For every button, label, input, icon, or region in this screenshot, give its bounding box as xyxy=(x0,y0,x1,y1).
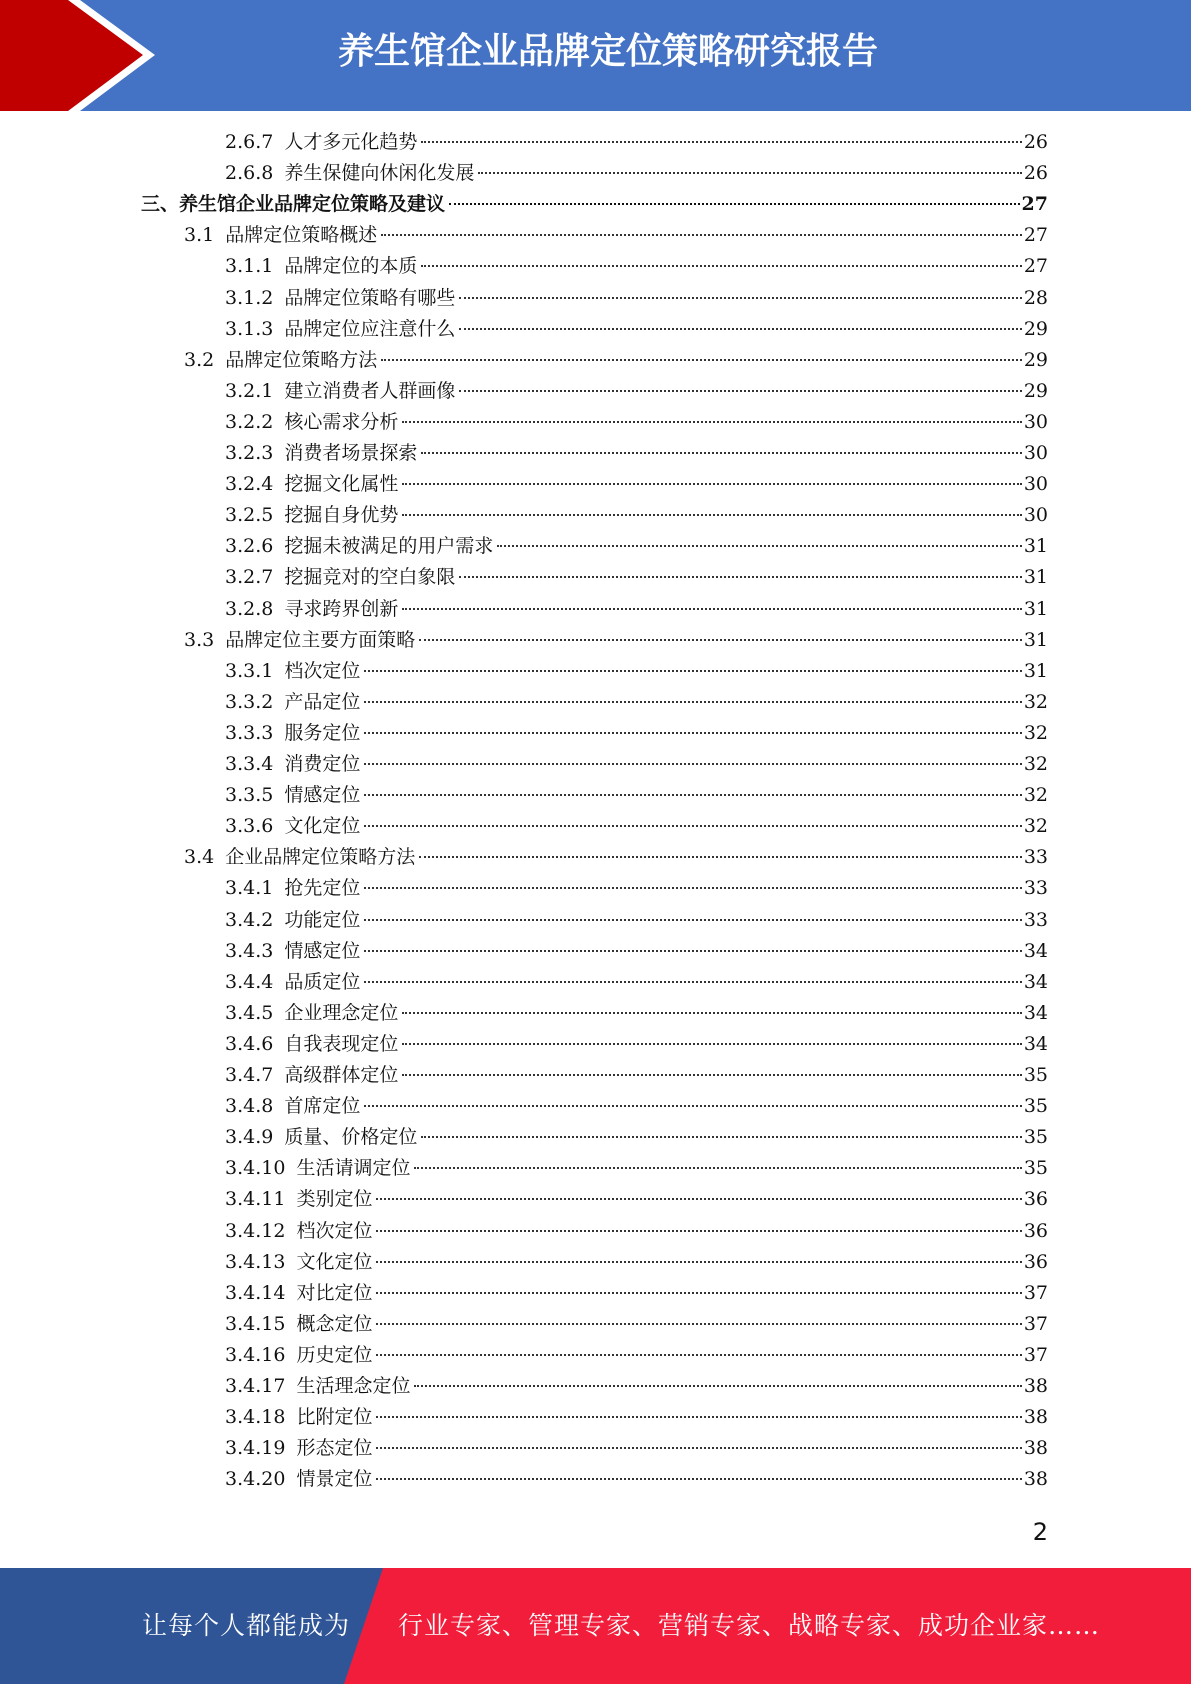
toc-dot-leader xyxy=(376,1322,1021,1325)
toc-entry-number: 3.1 xyxy=(184,224,215,247)
toc-entry-label: 挖掘未被满足的用户需求 xyxy=(284,535,494,558)
page-footer xyxy=(0,1568,1191,1684)
toc-entry-number: 3.4 xyxy=(184,846,215,869)
toc-entry[interactable] xyxy=(225,1309,1048,1340)
toc-dot-leader xyxy=(364,886,1021,889)
toc-entry-page: 29 xyxy=(1023,348,1048,371)
toc-dot-leader xyxy=(459,389,1021,392)
toc-entry-page: 29 xyxy=(1023,379,1048,402)
toc-entry-label: 首席定位 xyxy=(284,1095,361,1118)
toc-entry-label: 功能定位 xyxy=(284,908,361,931)
toc-entry[interactable] xyxy=(225,967,1048,998)
toc-entry-page: 30 xyxy=(1023,442,1048,464)
toc-dot-leader xyxy=(376,1197,1021,1200)
toc-entry-page: 34 xyxy=(1023,1001,1048,1024)
toc-entry-label: 品牌定位策略有哪些 xyxy=(284,286,456,309)
toc-entry-label: 历史定位 xyxy=(296,1343,373,1366)
toc-entry-number: 3.4.7 xyxy=(225,1064,274,1086)
toc-entry-page: 34 xyxy=(1023,939,1048,962)
toc-entry-label: 抢先定位 xyxy=(284,877,361,900)
toc-dot-leader xyxy=(364,793,1021,796)
toc-entry[interactable] xyxy=(225,1402,1048,1433)
toc-entry[interactable] xyxy=(184,220,1048,251)
toc-dot-leader xyxy=(402,607,1021,610)
toc-dot-leader xyxy=(364,949,1021,952)
toc-entry-number: 3.2.6 xyxy=(225,535,274,558)
toc-entry-page: 36 xyxy=(1023,1250,1048,1273)
toc-entry-page: 37 xyxy=(1023,1281,1048,1304)
toc-entry[interactable] xyxy=(225,376,1048,407)
toc-entry-page: 32 xyxy=(1023,721,1048,744)
toc-entry-page: 32 xyxy=(1023,690,1048,713)
toc-entry[interactable] xyxy=(225,656,1048,687)
toc-entry-number: 3.4.6 xyxy=(225,1032,274,1055)
toc-entry[interactable] xyxy=(225,1029,1048,1060)
toc-entry-label: 消费者场景探索 xyxy=(284,442,418,464)
toc-dot-leader xyxy=(381,358,1022,361)
page-header xyxy=(0,0,1191,111)
toc-entry-number: 3.4.18 xyxy=(225,1406,286,1429)
toc-dot-leader xyxy=(376,1415,1021,1418)
toc-entry-label: 企业理念定位 xyxy=(284,1001,399,1024)
toc-dot-leader xyxy=(381,233,1022,236)
toc-entry[interactable] xyxy=(225,780,1048,811)
toc-entry-page: 31 xyxy=(1023,566,1048,589)
toc-entry-label: 品牌定位策略方法 xyxy=(225,348,378,371)
toc-entry-page: 38 xyxy=(1023,1437,1048,1460)
toc-dot-leader xyxy=(364,918,1021,921)
toc-entry-page: 29 xyxy=(1023,317,1048,340)
toc-dot-leader xyxy=(402,482,1021,485)
toc-entry[interactable] xyxy=(225,936,1048,967)
toc-entry-label: 档次定位 xyxy=(284,659,361,682)
toc-entry[interactable] xyxy=(225,1216,1048,1247)
document-title: 养生馆企业品牌定位策略研究报告 xyxy=(337,31,878,72)
toc-entry-label: 养生馆企业品牌定位策略及建议 xyxy=(179,193,446,216)
toc-entry[interactable] xyxy=(225,1184,1048,1215)
toc-entry[interactable] xyxy=(184,345,1048,376)
toc-entry-number: 3.4.20 xyxy=(225,1468,286,1491)
toc-entry-label: 消费定位 xyxy=(284,753,361,775)
toc-entry-page: 35 xyxy=(1023,1157,1048,1180)
toc-entry-page: 27 xyxy=(1023,255,1048,278)
toc-entry-number: 3.2.7 xyxy=(225,566,274,589)
toc-entry-page: 33 xyxy=(1023,846,1048,869)
toc-entry[interactable] xyxy=(225,562,1048,593)
toc-entry-page: 26 xyxy=(1023,131,1048,153)
toc-entry[interactable] xyxy=(225,998,1048,1029)
toc-entry[interactable] xyxy=(225,1060,1048,1091)
toc-entry-label: 形态定位 xyxy=(296,1437,373,1460)
toc-entry[interactable] xyxy=(225,718,1048,749)
toc-entry-label: 概念定位 xyxy=(296,1312,373,1335)
toc-entry-page: 33 xyxy=(1023,877,1048,900)
toc-entry-label: 品牌定位策略概述 xyxy=(225,224,378,247)
toc-entry-label: 品牌定位的本质 xyxy=(284,255,418,278)
toc-dot-leader xyxy=(419,638,1022,641)
toc-entry[interactable] xyxy=(225,158,1048,189)
toc-entry-number: 3.4.4 xyxy=(225,970,274,993)
toc-entry-page: 32 xyxy=(1023,815,1048,838)
toc-entry[interactable] xyxy=(225,1340,1048,1371)
toc-entry-label: 人才多元化趋势 xyxy=(284,131,418,153)
toc-entry-page: 33 xyxy=(1023,908,1048,931)
toc-entry-page: 28 xyxy=(1023,286,1048,309)
toc-entry-label: 服务定位 xyxy=(284,721,361,744)
toc-entry-number: 3.1.3 xyxy=(225,317,274,340)
toc-entry-page: 37 xyxy=(1023,1312,1048,1335)
toc-entry-page: 31 xyxy=(1023,628,1048,651)
toc-entry-number: 3.3.3 xyxy=(225,721,274,744)
toc-dot-leader xyxy=(364,1104,1021,1107)
toc-entry-page: 32 xyxy=(1023,753,1048,775)
toc-entry-label: 品质定位 xyxy=(284,970,361,993)
toc-dot-leader xyxy=(478,171,1021,174)
toc-dot-leader xyxy=(402,1042,1021,1045)
toc-entry-number: 3.3.4 xyxy=(225,753,274,775)
toc-entry-page: 38 xyxy=(1023,1468,1048,1491)
toc-entry-label: 生活理念定位 xyxy=(296,1375,411,1397)
toc-entry-page: 32 xyxy=(1023,784,1048,807)
toc-entry-page: 31 xyxy=(1023,597,1048,620)
toc-entry-label: 质量、价格定位 xyxy=(284,1126,418,1149)
page-number: 2 xyxy=(1032,1518,1048,1546)
toc-entry-page: 31 xyxy=(1023,535,1048,558)
toc-entry[interactable] xyxy=(225,1247,1048,1278)
toc-entry[interactable] xyxy=(225,1371,1048,1402)
toc-entry-number: 3.2 xyxy=(184,348,215,371)
toc-dot-leader xyxy=(376,1477,1021,1480)
toc-dot-leader xyxy=(364,980,1021,983)
toc-dot-leader xyxy=(364,700,1021,703)
toc-entry-label: 挖掘文化属性 xyxy=(284,473,399,496)
toc-entry-number: 3.3 xyxy=(184,628,215,651)
toc-entry-number: 3.4.14 xyxy=(225,1281,286,1304)
toc-dot-leader xyxy=(421,451,1021,454)
toc-entry[interactable] xyxy=(225,1153,1048,1184)
toc-entry-number: 3.4.17 xyxy=(225,1375,286,1397)
footer-slogan-left: 让每个人都能成为 xyxy=(142,1611,351,1640)
toc-entry-page: 37 xyxy=(1023,1343,1048,1366)
toc-entry-number: 3.1.2 xyxy=(225,286,274,309)
toc-entry[interactable] xyxy=(225,1091,1048,1122)
toc-entry-page: 30 xyxy=(1023,504,1048,527)
toc-entry[interactable] xyxy=(225,127,1048,158)
toc-entry-number: 3.4.2 xyxy=(225,908,274,931)
toc-dot-leader xyxy=(419,855,1022,858)
toc-dot-leader xyxy=(402,1073,1021,1076)
toc-entry-number: 3.4.10 xyxy=(225,1157,286,1180)
toc-entry-number: 3.4.15 xyxy=(225,1312,286,1335)
toc-entry-number: 3.3.5 xyxy=(225,784,274,807)
toc-entry-page: 38 xyxy=(1023,1406,1048,1429)
toc-entry-label: 自我表现定位 xyxy=(284,1032,399,1055)
toc-entry-number: 3.1.1 xyxy=(225,255,274,278)
toc-entry-number: 3.2.3 xyxy=(225,442,274,464)
toc-entry-number: 三、 xyxy=(141,193,180,216)
toc-entry-label: 挖掘竞对的空白象限 xyxy=(284,566,456,589)
toc-entry-number: 3.3.2 xyxy=(225,690,274,713)
toc-entry[interactable] xyxy=(184,842,1048,873)
toc-entry-page: 26 xyxy=(1023,162,1048,185)
toc-entry-number: 3.2.2 xyxy=(225,410,274,433)
toc-dot-leader xyxy=(376,1446,1021,1449)
toc-entry[interactable] xyxy=(225,438,1048,469)
toc-dot-leader xyxy=(421,140,1021,143)
toc-dot-leader xyxy=(414,1166,1021,1169)
toc-entry-page: 31 xyxy=(1023,659,1048,682)
toc-dot-leader xyxy=(414,1384,1021,1387)
toc-dot-leader xyxy=(459,327,1021,330)
toc-entry[interactable] xyxy=(225,1464,1048,1495)
toc-entry[interactable] xyxy=(225,251,1048,282)
toc-entry[interactable] xyxy=(225,905,1048,936)
toc-entry-label: 文化定位 xyxy=(296,1250,373,1273)
toc-entry[interactable] xyxy=(184,625,1048,656)
toc-entry-page: 35 xyxy=(1023,1126,1048,1149)
toc-entry-number: 3.4.9 xyxy=(225,1126,274,1149)
toc-entry-label: 挖掘自身优势 xyxy=(284,504,399,527)
toc-entry-number: 3.3.6 xyxy=(225,815,274,838)
toc-entry-number: 3.4.8 xyxy=(225,1095,274,1118)
toc-entry-number: 2.6.8 xyxy=(225,162,274,185)
toc-entry-label: 文化定位 xyxy=(284,815,361,838)
toc-entry-number: 3.2.1 xyxy=(225,379,274,402)
toc-entry-page: 35 xyxy=(1023,1095,1048,1118)
toc-entry[interactable] xyxy=(225,500,1048,531)
toc-dot-leader xyxy=(376,1260,1021,1263)
footer-slogan-right: 行业专家、管理专家、营销专家、战略专家、成功企业家…… xyxy=(398,1611,1101,1640)
toc-entry-label: 品牌定位应注意什么 xyxy=(284,317,456,340)
toc-entry-number: 3.4.3 xyxy=(225,939,274,962)
toc-entry-number: 3.3.1 xyxy=(225,659,274,682)
toc-entry-page: 27 xyxy=(1023,224,1048,247)
toc-entry-label: 企业品牌定位策略方法 xyxy=(225,846,416,869)
toc-entry[interactable] xyxy=(225,594,1048,625)
toc-entry-number: 3.4.19 xyxy=(225,1437,286,1460)
toc-entry-number: 2.6.7 xyxy=(225,131,274,153)
toc-dot-leader xyxy=(364,669,1021,672)
toc-entry[interactable] xyxy=(225,749,1048,780)
toc-entry[interactable] xyxy=(225,873,1048,904)
toc-entry-label: 建立消费者人群画像 xyxy=(284,379,456,402)
toc-dot-leader xyxy=(402,420,1021,423)
toc-entry[interactable] xyxy=(225,407,1048,438)
toc-entry-label: 对比定位 xyxy=(296,1281,373,1304)
toc-entry-label: 情感定位 xyxy=(284,939,361,962)
toc-entry[interactable] xyxy=(225,314,1048,345)
toc-entry-number: 3.2.5 xyxy=(225,504,274,527)
toc-entry-number: 3.4.1 xyxy=(225,877,274,900)
toc-entry-page: 34 xyxy=(1023,970,1048,993)
toc-entry-label: 情感定位 xyxy=(284,784,361,807)
toc-entry[interactable] xyxy=(225,531,1048,562)
toc-entry-page: 38 xyxy=(1023,1375,1048,1397)
toc-entry-label: 寻求跨界创新 xyxy=(284,597,399,620)
toc-dot-leader xyxy=(459,575,1021,578)
toc-entry-label: 生活请调定位 xyxy=(296,1157,411,1180)
toc-entry-number: 3.4.12 xyxy=(225,1219,286,1242)
toc-entry-label: 核心需求分析 xyxy=(284,410,399,433)
toc-dot-leader xyxy=(364,762,1021,765)
toc-entry-page: 30 xyxy=(1023,410,1048,433)
toc-entry-page: 35 xyxy=(1023,1064,1048,1086)
toc-entry-label: 档次定位 xyxy=(296,1219,373,1242)
toc-entry[interactable] xyxy=(225,1433,1048,1464)
toc-entry-label: 类别定位 xyxy=(296,1188,373,1211)
toc-entry-label: 比附定位 xyxy=(296,1406,373,1429)
toc-dot-leader xyxy=(376,1353,1021,1356)
toc-dot-leader xyxy=(421,264,1021,267)
toc-entry[interactable] xyxy=(225,469,1048,500)
toc-dot-leader xyxy=(421,1135,1021,1138)
toc-entry-number: 3.4.16 xyxy=(225,1343,286,1366)
toc-entry-number: 3.2.4 xyxy=(225,473,274,496)
toc-entry-page: 30 xyxy=(1023,473,1048,496)
toc-entry-number: 3.2.8 xyxy=(225,597,274,620)
toc-dot-leader xyxy=(497,544,1021,547)
toc-dot-leader xyxy=(364,824,1021,827)
toc-dot-leader xyxy=(449,202,1020,205)
toc-entry[interactable] xyxy=(225,811,1048,842)
toc-dot-leader xyxy=(376,1291,1021,1294)
toc-entry[interactable] xyxy=(225,1122,1048,1153)
toc-entry-label: 高级群体定位 xyxy=(284,1064,399,1086)
toc-dot-leader xyxy=(402,513,1021,516)
toc-entry-number: 3.4.13 xyxy=(225,1250,286,1273)
toc-entry-page: 27 xyxy=(1021,193,1048,216)
toc-dot-leader xyxy=(402,1011,1021,1014)
toc-dot-leader xyxy=(364,731,1021,734)
toc-entry-number: 3.4.11 xyxy=(225,1188,286,1211)
toc-entry-page: 36 xyxy=(1023,1188,1048,1211)
toc-entry[interactable] xyxy=(141,189,1048,220)
toc-entry-label: 品牌定位主要方面策略 xyxy=(225,628,416,651)
toc-entry[interactable] xyxy=(225,687,1048,718)
toc-entry[interactable] xyxy=(225,1278,1048,1309)
toc-dot-leader xyxy=(376,1229,1021,1232)
toc-dot-leader xyxy=(459,296,1021,299)
toc-entry-label: 产品定位 xyxy=(284,690,361,713)
toc-entry-label: 养生保健向休闲化发展 xyxy=(284,162,475,185)
toc-entry-number: 3.4.5 xyxy=(225,1001,274,1024)
toc-entry-label: 情景定位 xyxy=(296,1468,373,1491)
toc-entry-page: 34 xyxy=(1023,1032,1048,1055)
toc-entry[interactable] xyxy=(225,283,1048,314)
toc-entry-page: 36 xyxy=(1023,1219,1048,1242)
